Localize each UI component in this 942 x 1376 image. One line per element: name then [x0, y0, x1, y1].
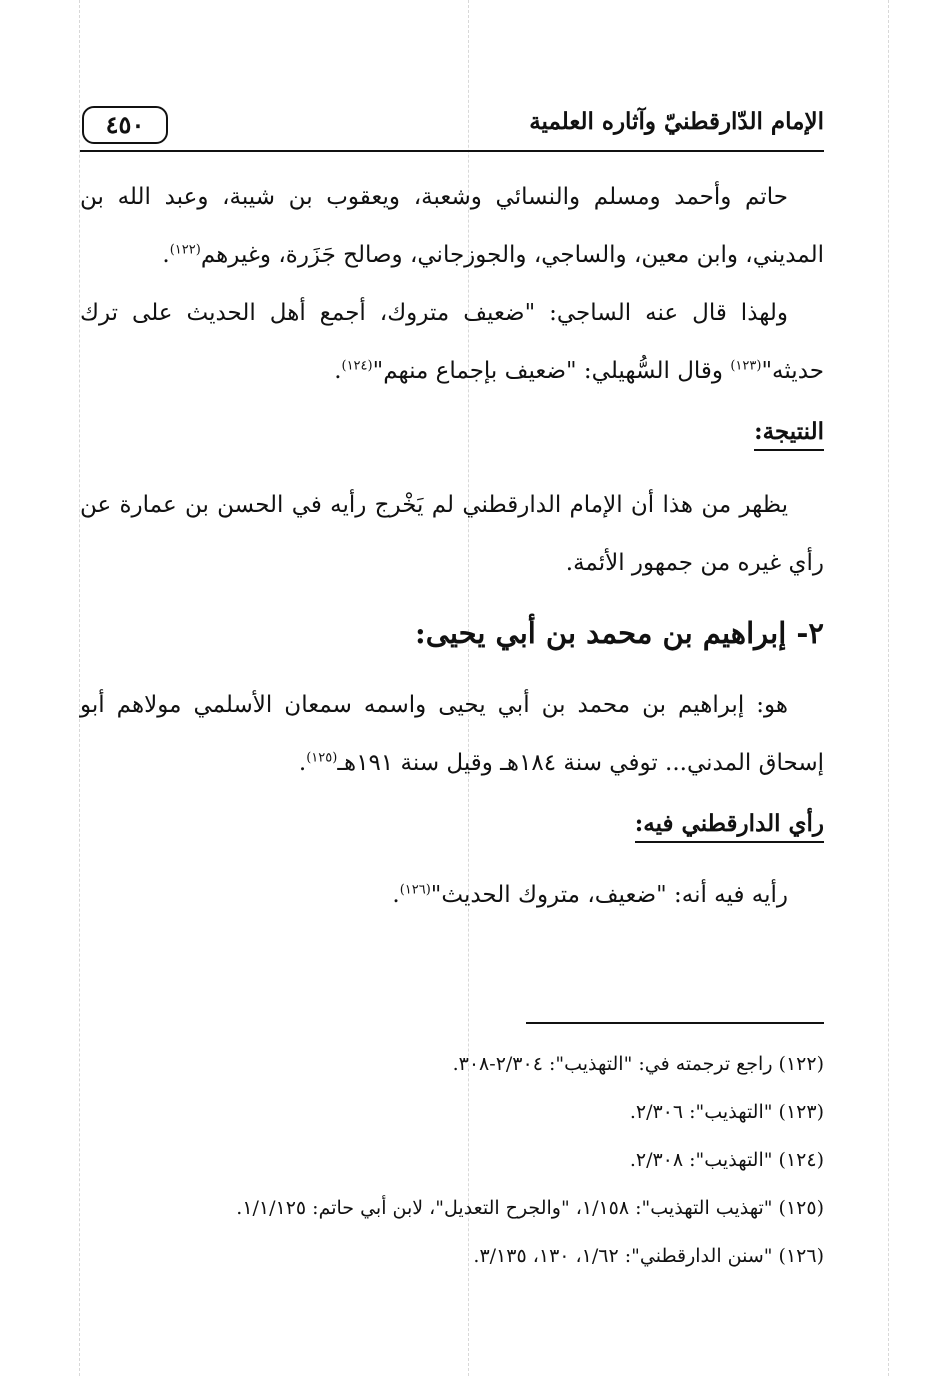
footnotes — [80, 1040, 824, 1280]
paragraph-end: . — [392, 882, 400, 908]
paragraph-text: ولهذا قال عنه الساجي: "ضعيف متروك، أجمع أهل الحديث على ترك حديثه" — [80, 300, 824, 384]
paragraph-text: وقال السُّهيلي: "ضعيف بإجماع منهم" — [372, 358, 731, 384]
footnote-ref: (١٢٤) — [341, 358, 373, 374]
footnote-125: (١٢٥) "تهذيب التهذيب": ١/١٥٨، "والجرح التعديل"، لابن أبي حاتم: ١/١/١٢٥. — [236, 1197, 824, 1219]
paragraph-result — [80, 476, 824, 592]
section-heading: ٢- إبراهيم بن محمد بن أبي يحيى: — [415, 616, 824, 650]
paragraph-end: . — [298, 750, 307, 776]
footnote-ref: (١٢٣) — [730, 358, 762, 374]
footnote-123: (١٢٣) "التهذيب": ٢/٣٠٦. — [629, 1101, 824, 1123]
paragraph-text: يظهر من هذا أن الإمام الدارقطني لم يَخْرج رأيه في الحسن بن عمارة عن رأي غيره من جمهور الأئمة. — [80, 492, 824, 576]
opinion-heading: رأي الدارقطني فيه: — [635, 810, 824, 843]
paragraph-text: هو: إبراهيم بن محمد بن أبي يحيى واسمه سمعان الأسلمي مولاهم أبو إسحاق المدني... توفي سنة ١٨٤هـ وقيل سنة ١٩١هـ — [80, 692, 824, 776]
result-heading: النتيجة: — [754, 418, 824, 451]
paragraph-sajis-statement — [80, 284, 824, 400]
footnote-122: (١٢٢) راجع ترجمته في: "التهذيب": ٢/٣٠٤-٣٠٨. — [452, 1053, 824, 1075]
footnote-ref: (١٢٦) — [399, 882, 431, 898]
page-number: ٤٥٠ — [82, 106, 168, 144]
paragraph-text: حاتم وأحمد ومسلم والنسائي وشعبة، ويعقوب بن شيبة، وعبد الله بن المديني، وابن معين، والساجي، والجوزجاني، وصالح جَزَرة، وغيرهم — [80, 184, 824, 268]
paragraph-opinion — [80, 866, 824, 924]
footnote-ref: (١٢٢) — [169, 242, 201, 258]
footnote-126: (١٢٦) "سنن الدارقطني": ١/٦٢، ١٣٠، ٣/١٣٥. — [473, 1245, 824, 1267]
paragraph-text: رأيه فيه أنه: "ضعيف، متروك الحديث" — [430, 882, 788, 908]
footnote-ref: (١٢٥) — [306, 750, 338, 766]
page-header — [80, 104, 824, 152]
footnote-124: (١٢٤) "التهذيب": ٢/٣٠٨. — [629, 1149, 824, 1171]
header-title: الإمام الدّارقطنيّ وآثاره العلمية — [529, 108, 824, 135]
footnote-separator — [526, 1022, 824, 1024]
paragraph-biography — [80, 676, 824, 792]
scan-guide-line — [888, 0, 889, 1376]
paragraph-end: . — [162, 242, 170, 268]
paragraph-narrators — [80, 168, 824, 284]
paragraph-end: . — [334, 358, 342, 384]
